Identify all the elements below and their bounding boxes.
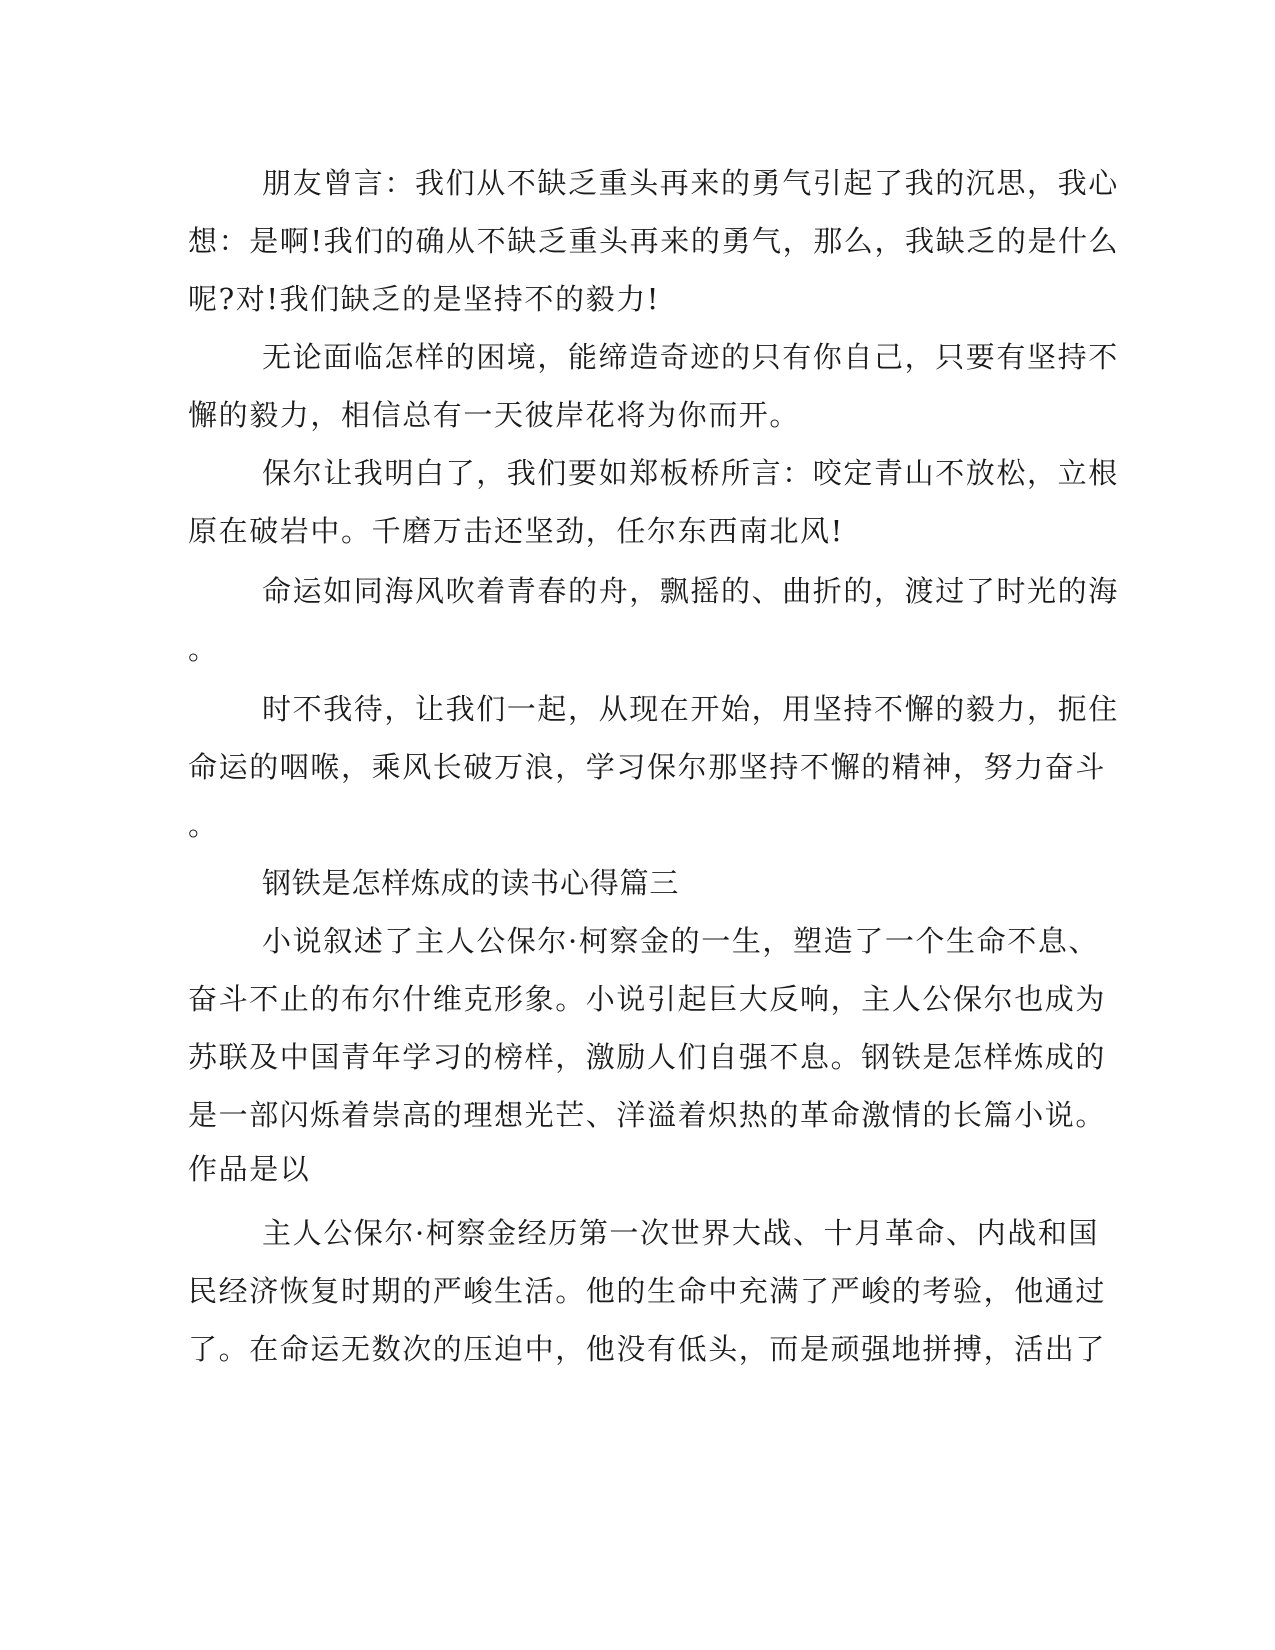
paragraph-line: 想：是啊!我们的确从不缺乏重头再来的勇气，那么，我缺乏的是什么 bbox=[188, 224, 1120, 258]
paragraph-line: 民经济恢复时期的严峻生活。他的生命中充满了严峻的考验，他通过 bbox=[188, 1274, 1107, 1308]
paragraph-line: 主人公保尔·柯察金经历第一次世界大战、十月革命、内战和国 bbox=[262, 1216, 1100, 1250]
paragraph-line: 呢?对!我们缺乏的是坚持不的毅力! bbox=[188, 282, 661, 316]
paragraph-line: 了。在命运无数次的压迫中，他没有低头，而是顽强地拼搏，活出了 bbox=[188, 1332, 1107, 1366]
paragraph-line: 原在破岩中。千磨万击还坚劲，任尔东西南北风! bbox=[188, 514, 844, 548]
paragraph-line: 懈的毅力，相信总有一天彼岸花将为你而开。 bbox=[188, 398, 801, 432]
paragraph-line: 命运如同海风吹着青春的舟，飘摇的、曲折的，渡过了时光的海 bbox=[262, 574, 1119, 608]
section-heading: 钢铁是怎样炼成的读书心得篇三 bbox=[262, 866, 680, 900]
paragraph-line: 。 bbox=[188, 632, 219, 666]
paragraph-line: 苏联及中国青年学习的榜样，激励人们自强不息。钢铁是怎样炼成的 bbox=[188, 1040, 1107, 1074]
paragraph-line: 朋友曾言：我们从不缺乏重头再来的勇气引起了我的沉思，我心 bbox=[262, 166, 1119, 200]
paragraph-line: 时不我待，让我们一起，从现在开始，用坚持不懈的毅力，扼住 bbox=[262, 692, 1119, 726]
paragraph-line: 作品是以 bbox=[188, 1152, 311, 1186]
paragraph-line: 是一部闪烁着崇高的理想光芒、洋溢着炽热的革命激情的长篇小说。 bbox=[188, 1098, 1107, 1132]
paragraph-line: 。 bbox=[188, 808, 219, 842]
paragraph-line: 小说叙述了主人公保尔·柯察金的一生，塑造了一个生命不息、 bbox=[262, 924, 1100, 958]
paragraph-line: 命运的咽喉，乘风长破万浪，学习保尔那坚持不懈的精神，努力奋斗 bbox=[188, 750, 1107, 784]
paragraph-line: 无论面临怎样的困境，能缔造奇迹的只有你自己，只要有坚持不 bbox=[262, 340, 1119, 374]
paragraph-line: 保尔让我明白了，我们要如郑板桥所言：咬定青山不放松，立根 bbox=[262, 456, 1119, 490]
paragraph-line: 奋斗不止的布尔什维克形象。小说引起巨大反响，主人公保尔也成为 bbox=[188, 982, 1107, 1016]
